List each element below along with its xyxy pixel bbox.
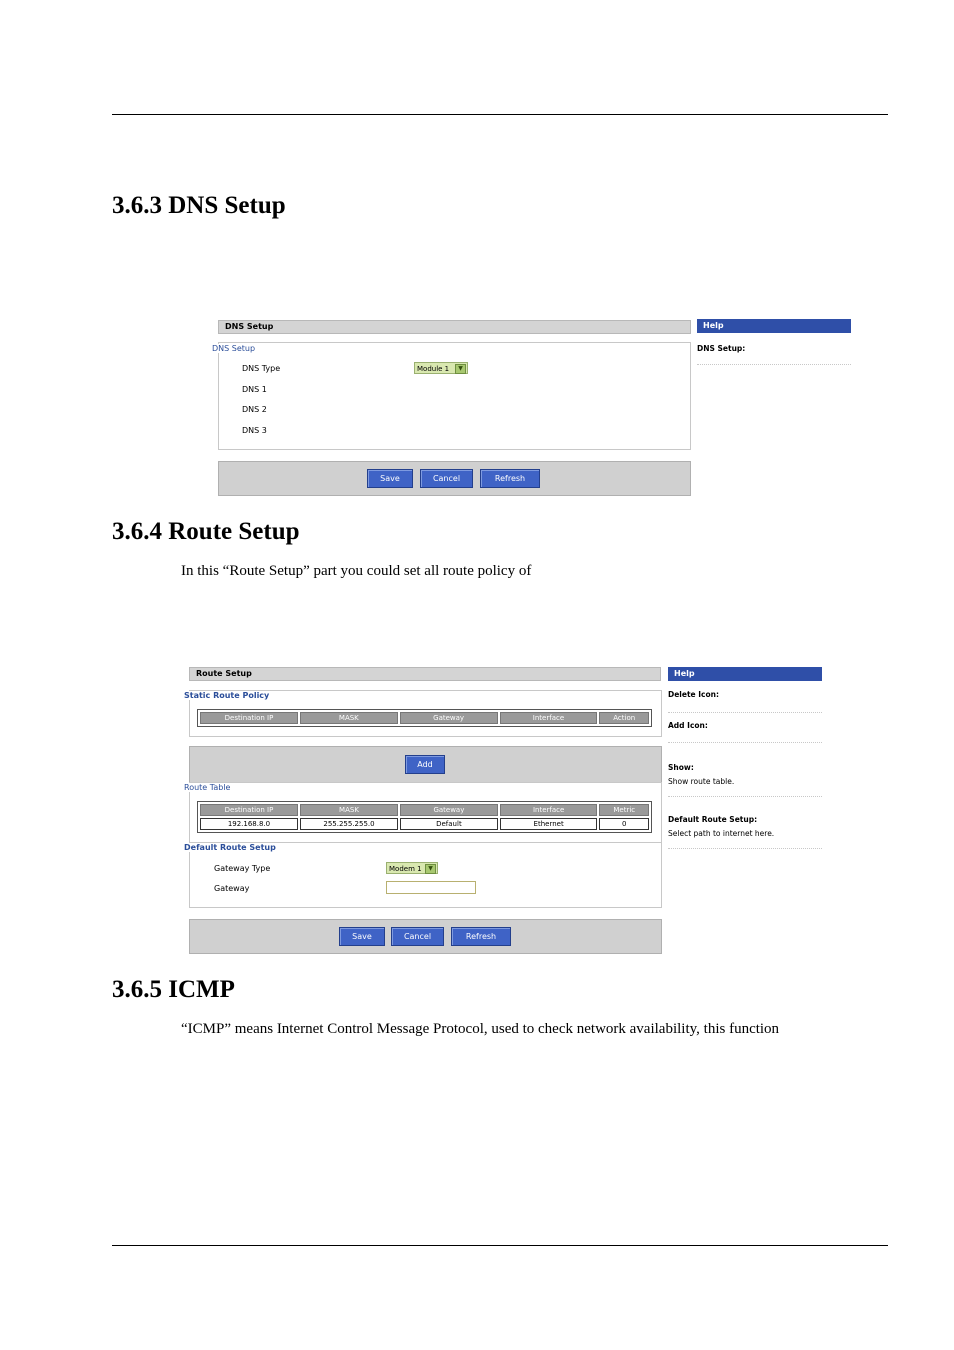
route-cancel-button[interactable]: Cancel bbox=[391, 927, 444, 946]
dns1-label: DNS 1 bbox=[242, 385, 267, 394]
gateway-input[interactable] bbox=[386, 881, 476, 894]
chevron-down-icon: ▼ bbox=[455, 364, 466, 374]
route-save-button[interactable]: Save bbox=[339, 927, 385, 946]
route-table bbox=[197, 801, 652, 833]
route-section-heading: 3.6.4 Route Setup bbox=[112, 518, 300, 545]
col-interface: Interface bbox=[500, 712, 598, 724]
col-action: Action bbox=[599, 712, 649, 724]
help-add-icon: Add Icon: bbox=[668, 721, 708, 730]
dns-form-box bbox=[218, 342, 691, 450]
route-intro-text: In this “Route Setup” part you could set all route policy of bbox=[181, 563, 532, 579]
add-route-button[interactable]: Add bbox=[405, 755, 445, 774]
dns2-label: DNS 2 bbox=[242, 405, 267, 414]
help-default-route-desc: Select path to internet here. bbox=[668, 829, 775, 838]
help-show: Show: bbox=[668, 763, 694, 772]
dns-cancel-button[interactable]: Cancel bbox=[420, 469, 473, 488]
help-divider bbox=[697, 364, 851, 365]
header-rule bbox=[112, 114, 888, 115]
cell-destination-ip: 192.168.8.0 bbox=[200, 818, 298, 830]
col-metric: Metric bbox=[599, 804, 649, 816]
dns-type-label: DNS Type bbox=[242, 364, 281, 373]
dns-help-item: DNS Setup: bbox=[697, 344, 746, 353]
col-gateway: Gateway bbox=[400, 712, 498, 724]
help-show-desc: Show route table. bbox=[668, 777, 735, 786]
col-interface: Interface bbox=[500, 804, 598, 816]
help-default-route: Default Route Setup: bbox=[668, 815, 758, 824]
gateway-type-select[interactable] bbox=[386, 862, 438, 874]
default-route-title: Default Route Setup bbox=[184, 843, 276, 852]
gateway-type-label: Gateway Type bbox=[214, 864, 271, 873]
footer-rule bbox=[112, 1245, 888, 1246]
help-divider bbox=[668, 796, 822, 797]
route-table-title: Route Table bbox=[184, 783, 231, 792]
dns-save-button[interactable]: Save bbox=[367, 469, 413, 488]
route-panel-title: Route Setup bbox=[189, 667, 661, 681]
dns-panel-title: DNS Setup bbox=[218, 320, 691, 334]
dns-type-value: Module 1 bbox=[417, 365, 450, 373]
dns-section-title: DNS Setup bbox=[212, 344, 256, 353]
col-destination-ip: Destination IP bbox=[200, 712, 298, 724]
col-mask: MASK bbox=[300, 804, 398, 816]
chevron-down-icon: ▼ bbox=[425, 864, 436, 874]
static-policy-title: Static Route Policy bbox=[184, 691, 270, 700]
help-divider bbox=[668, 848, 822, 849]
route-refresh-button[interactable]: Refresh bbox=[451, 927, 511, 946]
dns-type-select[interactable] bbox=[414, 362, 468, 374]
help-divider bbox=[668, 742, 822, 743]
dns-refresh-button[interactable]: Refresh bbox=[480, 469, 540, 488]
icmp-intro-text: “ICMP” means Internet Control Message Protocol, used to check network availability, this function bbox=[181, 1021, 780, 1037]
dns-help-title: Help bbox=[697, 319, 851, 333]
dns3-label: DNS 3 bbox=[242, 426, 267, 435]
col-gateway: Gateway bbox=[400, 804, 498, 816]
gateway-type-value: Modem 1 bbox=[389, 865, 422, 873]
static-policy-table bbox=[197, 709, 652, 727]
table-row bbox=[200, 818, 649, 830]
cell-interface: Ethernet bbox=[500, 818, 598, 830]
help-divider bbox=[668, 712, 822, 713]
cell-gateway: Default bbox=[400, 818, 498, 830]
icmp-section-heading: 3.6.5 ICMP bbox=[112, 976, 235, 1003]
dns-section-heading: 3.6.3 DNS Setup bbox=[112, 192, 286, 219]
gateway-label: Gateway bbox=[214, 884, 250, 893]
route-help-title: Help bbox=[668, 667, 822, 681]
help-delete-icon: Delete Icon: bbox=[668, 690, 719, 699]
col-mask: MASK bbox=[300, 712, 398, 724]
cell-mask: 255.255.255.0 bbox=[300, 818, 398, 830]
cell-metric: 0 bbox=[599, 818, 649, 830]
col-destination-ip: Destination IP bbox=[200, 804, 298, 816]
